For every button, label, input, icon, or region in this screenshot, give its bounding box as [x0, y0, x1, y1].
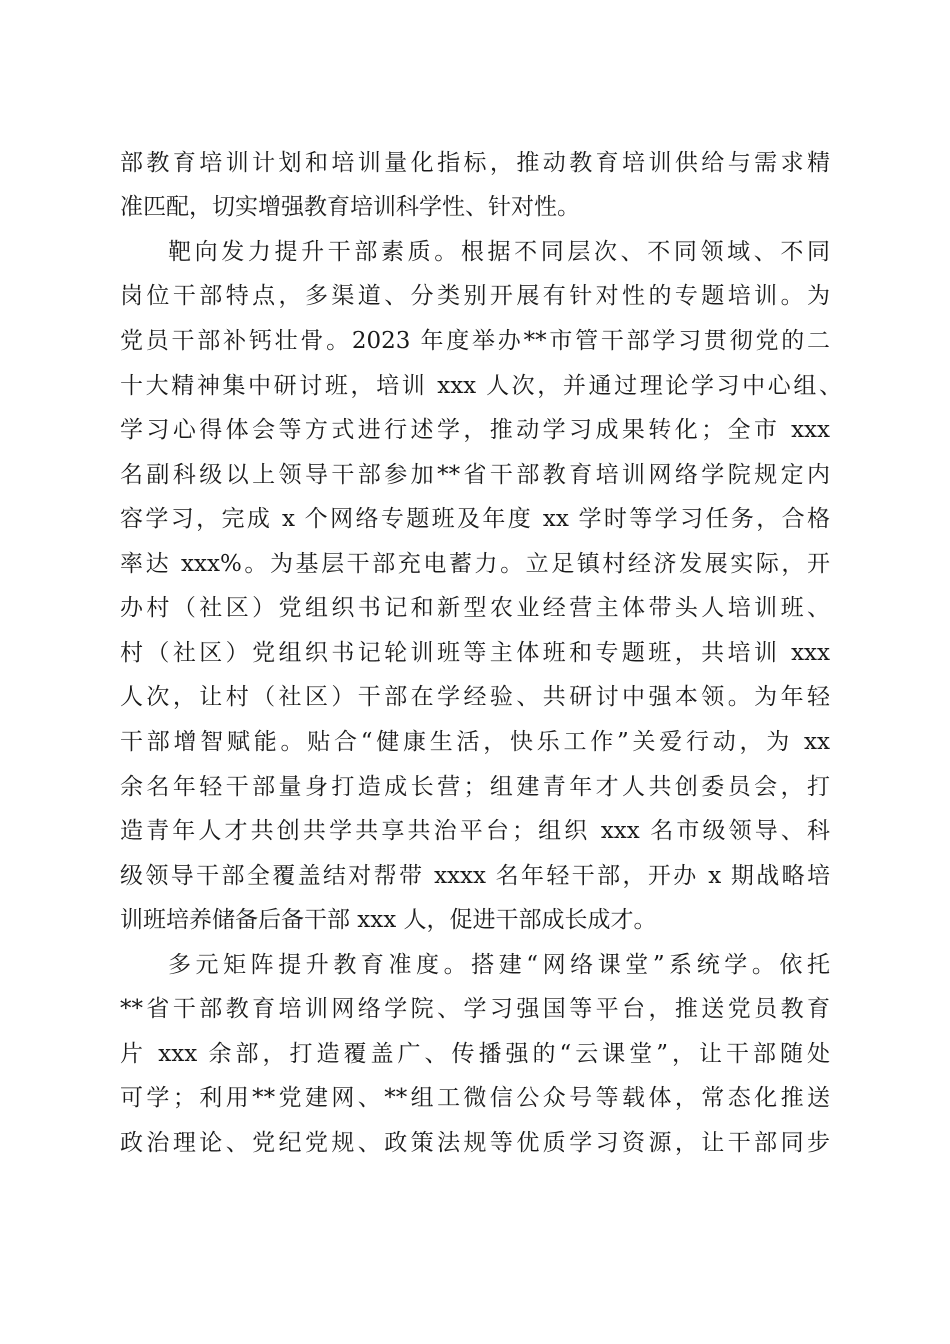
text-line: 村（社区）党组织书记轮训班等主体班和专题班，共培训 xxx [120, 640, 830, 666]
paragraph-heading-line: 多元矩阵提升教育准度。搭建“网络课堂”系统学。依托 [168, 952, 830, 978]
text-line: 造青年人才共创共学共享共治平台；组织 xxx 名市级领导、科 [120, 818, 830, 844]
text-line: 人次，让村（社区）干部在学经验、共研讨中强本领。为年轻 [120, 684, 830, 710]
text-line: 余名年轻干部量身打造成长营；组建青年才人共创委员会，打 [120, 774, 830, 800]
text-line: 部教育培训计划和培训量化指标，推动教育培训供给与需求精 [120, 150, 830, 176]
text-line: 片 xxx 余部，打造覆盖广、传播强的“云课堂”，让干部随处 [120, 1041, 830, 1067]
text-line: 可学；利用**党建网、**组工微信公众号等载体，常态化推送 [120, 1085, 830, 1111]
text-line: 名副科级以上领导干部参加**省干部教育培训网络学院规定内 [120, 462, 830, 488]
text-line: 政治理论、党纪党规、政策法规等优质学习资源，让干部同步 [120, 1130, 830, 1156]
paragraph-heading-line: 靶向发力提升干部素质。根据不同层次、不同领域、不同 [168, 239, 830, 265]
text-line: 岗位干部特点，多渠道、分类别开展有针对性的专题培训。为 [120, 283, 830, 309]
text-line: 准匹配，切实增强教育培训科学性、针对性。 [120, 194, 580, 220]
text-line: 训班培养储备后备干部 xxx 人，促进干部成长成才。 [120, 907, 657, 933]
text-line: 容学习，完成 x 个网络专题班及年度 xx 学时等学习任务，合格 [120, 506, 830, 532]
text-line: 级领导干部全覆盖结对帮带 xxxx 名年轻干部，开办 x 期战略培 [120, 863, 830, 889]
text-line: 干部增智赋能。贴合“健康生活，快乐工作”关爱行动，为 xx [120, 729, 830, 755]
text-line: 十大精神集中研讨班，培训 xxx 人次，并通过理论学习中心组、 [120, 373, 842, 399]
text-line: 办村（社区）党组织书记和新型农业经营主体带头人培训班、 [120, 595, 830, 621]
text-line: 率达 xxx%。为基层干部充电蓄力。立足镇村经济发展实际，开 [120, 551, 830, 577]
text-line: 学习心得体会等方式进行述学，推动学习成果转化；全市 xxx [120, 417, 830, 443]
text-line: 党员干部补钙壮骨。2023 年度举办**市管干部学习贯彻党的二 [120, 328, 830, 354]
text-line: **省干部教育培训网络学院、学习强国等平台，推送党员教育 [120, 996, 830, 1022]
